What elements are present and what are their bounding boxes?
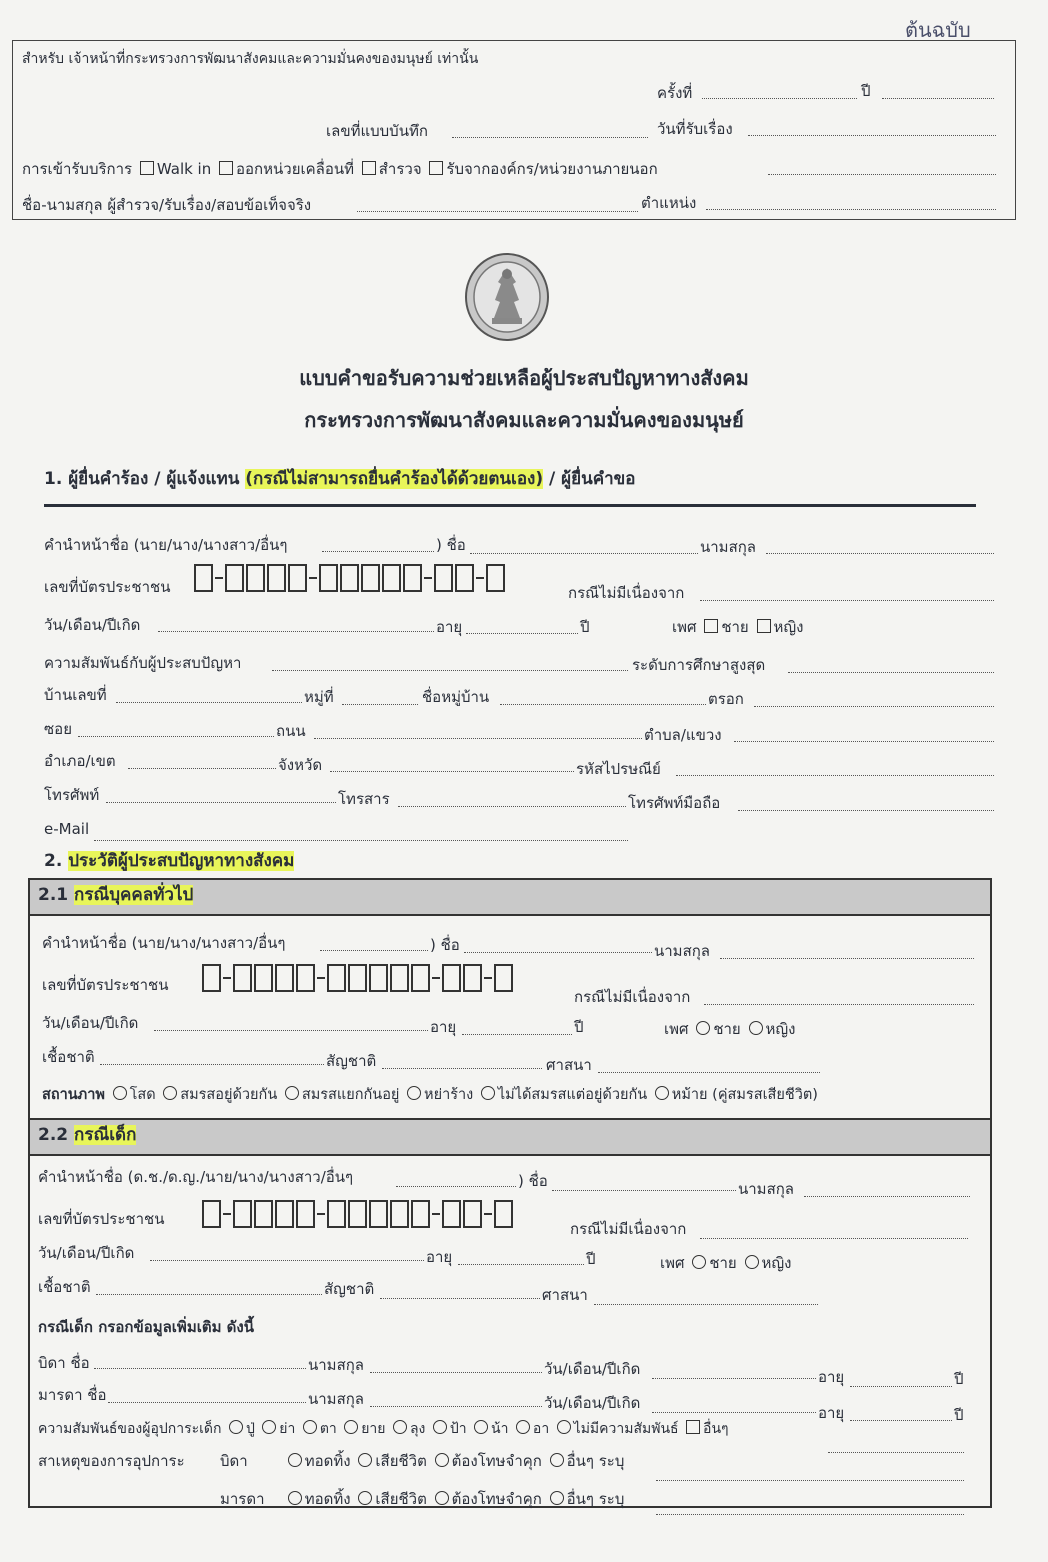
cause-mother-radio[interactable] xyxy=(550,1491,564,1505)
s1-female-label: หญิง xyxy=(773,618,804,636)
s22-religion-label: ศาสนา xyxy=(542,1286,588,1304)
cause-father-radio[interactable] xyxy=(358,1453,372,1467)
s1-prefix-field[interactable] xyxy=(322,551,434,552)
guardian-option-label: ย่า xyxy=(279,1421,296,1437)
s22-id-label: เลขที่บัตรประชาชน xyxy=(38,1210,165,1228)
father-age-field[interactable] xyxy=(850,1386,952,1387)
s1-id-label: เลขที่บัตรประชาชน xyxy=(44,578,171,596)
date-received-label: วันที่รับเรื่อง xyxy=(657,120,733,138)
s1-road-label: ถนน xyxy=(276,722,306,740)
guardian-radio[interactable] xyxy=(229,1420,243,1434)
s1-sex-male-checkbox[interactable] xyxy=(704,619,718,633)
s22-sex-female-radio[interactable] xyxy=(745,1255,759,1269)
s1-moo-field[interactable] xyxy=(342,704,418,705)
s1-soi-field[interactable] xyxy=(78,736,274,737)
form-title: แบบคำขอรับความช่วยเหลือผู้ประสบปัญหาทางสังคม xyxy=(299,366,749,390)
s1-mobile-field[interactable] xyxy=(738,810,994,811)
s21-sex-female-radio[interactable] xyxy=(749,1021,763,1035)
time-label: ครั้งที่ xyxy=(657,84,693,102)
officer-name-field[interactable] xyxy=(357,211,638,212)
s1-road-field[interactable] xyxy=(314,738,642,739)
status-option-label: หย่าร้าง xyxy=(424,1087,474,1103)
s1-postcode-field[interactable] xyxy=(676,775,994,776)
s1-name-field[interactable] xyxy=(470,553,698,554)
s22-name-field[interactable] xyxy=(552,1190,736,1191)
s21-age-label: อายุ xyxy=(430,1018,457,1036)
cause-mother-radio[interactable] xyxy=(288,1491,302,1505)
year-label: ปี xyxy=(861,82,871,100)
record-no-label: เลขที่แบบบันทึก xyxy=(326,122,428,140)
s1-district-label: อำเภอ/เขต xyxy=(44,752,116,770)
s1-name-label: ) ชื่อ xyxy=(436,536,466,554)
s1-surname-field[interactable] xyxy=(766,553,994,554)
s1-trok-label: ตรอก xyxy=(708,690,744,708)
section1-rule xyxy=(44,504,976,507)
s1-province-field[interactable] xyxy=(330,771,574,772)
father-surname-field[interactable] xyxy=(370,1372,542,1373)
s22-nationality-field[interactable] xyxy=(380,1298,540,1299)
mother-year-unit: ปี xyxy=(954,1406,964,1424)
s21-religion-field[interactable] xyxy=(598,1072,820,1073)
cause-option-label: ทอดทิ้ง xyxy=(304,1452,351,1470)
father-dob-field[interactable] xyxy=(652,1378,816,1379)
service-option-label: ออกหน่วยเคลื่อนที่ xyxy=(236,160,354,178)
mother-age-label: อายุ xyxy=(818,1404,845,1422)
mother-dob-label: วัน/เดือน/ปีเกิด xyxy=(544,1394,641,1412)
s1-village-label: ชื่อหมู่บ้าน xyxy=(422,688,490,706)
s21-nationality-field[interactable] xyxy=(382,1068,542,1069)
s1-male-label: ชาย xyxy=(721,618,749,636)
guardian-radio[interactable] xyxy=(393,1420,407,1434)
s22-name-label: ) ชื่อ xyxy=(518,1172,548,1190)
s22-religion-field[interactable] xyxy=(594,1304,818,1305)
guardian-option-label: ปู่ xyxy=(245,1421,255,1437)
status-cohabiting-radio[interactable] xyxy=(481,1086,495,1100)
s22-id-note-label: กรณีไม่มีเนื่องจาก xyxy=(570,1220,687,1238)
status-widowed-radio[interactable] xyxy=(655,1086,669,1100)
s22-male-label: ชาย xyxy=(709,1254,737,1272)
s22-race-label: เชื้อชาติ xyxy=(38,1278,91,1296)
s1-dob-field[interactable] xyxy=(158,631,434,632)
s21-religion-label: ศาสนา xyxy=(546,1056,592,1074)
s21-dob-label: วัน/เดือน/ปีเกิด xyxy=(42,1014,139,1032)
guardian-other-field[interactable] xyxy=(828,1452,964,1453)
s21-race-label: เชื้อชาติ xyxy=(42,1048,95,1066)
cause-option-label: อื่นๆ ระบุ xyxy=(566,1452,625,1470)
s1-village-field[interactable] xyxy=(500,704,706,705)
cause-label: สาเหตุของการอุปการะ xyxy=(38,1452,185,1470)
guardian-option-label: ไม่มีความสัมพันธ์ xyxy=(573,1421,679,1437)
s22-surname-label: นามสกุล xyxy=(738,1180,794,1198)
s1-relation-label: ความสัมพันธ์กับผู้ประสบปัญหา xyxy=(44,654,242,672)
mother-surname-label: นามสกุล xyxy=(308,1390,364,1408)
guardian-label: ความสัมพันธ์ของผู้อุปการะเด็ก xyxy=(38,1421,222,1437)
section22-header xyxy=(30,1120,990,1154)
service-option-label: สำรวจ xyxy=(378,160,422,178)
s22-age-label: อายุ xyxy=(426,1248,453,1266)
father-age-label: อายุ xyxy=(818,1368,845,1386)
s21-prefix-label: คำนำหน้าชื่อ (นาย/นาง/นางสาว/อื่นๆ xyxy=(42,934,286,952)
service-external-field[interactable] xyxy=(768,174,996,175)
s1-fax-field[interactable] xyxy=(398,806,626,807)
cause-mother-row xyxy=(220,1490,624,1508)
s21-sex-label: เพศ xyxy=(664,1020,689,1038)
section1-title-text-end: / ผู้ยื่นคำขอ xyxy=(543,469,636,489)
mother-name-label: มารดา ชื่อ xyxy=(38,1386,107,1404)
father-dob-label: วัน/เดือน/ปีเกิด xyxy=(544,1360,641,1378)
s22-race-field[interactable] xyxy=(96,1294,322,1295)
s22-sex-label: เพศ xyxy=(660,1254,685,1272)
s21-id-boxes[interactable] xyxy=(202,962,515,994)
s1-subdistrict-field[interactable] xyxy=(734,741,994,742)
cause-mother-other-field[interactable] xyxy=(656,1514,964,1515)
father-surname-label: นามสกุล xyxy=(308,1356,364,1374)
mother-surname-field[interactable] xyxy=(370,1406,542,1407)
s1-postcode-label: รหัสไปรษณีย์ xyxy=(576,760,661,778)
s1-trok-field[interactable] xyxy=(754,706,994,707)
s21-prefix-field[interactable] xyxy=(320,950,428,951)
guardian-other-checkbox[interactable] xyxy=(686,1420,700,1434)
s22-prefix-label: คำนำหน้าชื่อ (ด.ช./ด.ญ./นาย/นาง/นางสาว/อื่นๆ xyxy=(38,1168,354,1186)
service-checkbox-mobile[interactable] xyxy=(219,161,233,175)
guardian-radio[interactable] xyxy=(262,1420,276,1434)
s1-email-field[interactable] xyxy=(94,840,628,841)
s21-sex-row xyxy=(664,1020,796,1038)
cause-mother-label: มารดา xyxy=(220,1490,265,1508)
cause-option-label: อื่นๆ ระบุ xyxy=(566,1490,625,1508)
status-divorced-radio[interactable] xyxy=(407,1086,421,1100)
status-single-radio[interactable] xyxy=(113,1086,127,1100)
s22-prefix-field[interactable] xyxy=(396,1186,516,1187)
section2-title-highlight: ประวัติผู้ประสบปัญหาทางสังคม xyxy=(68,851,295,871)
service-option-label: รับจากองค์กร/หน่วยงานภายนอก xyxy=(446,160,658,178)
s1-surname-label: นามสกุล xyxy=(700,538,756,556)
s22-id-boxes[interactable] xyxy=(202,1198,515,1230)
s1-id-boxes[interactable] xyxy=(194,562,507,594)
mother-name-field[interactable] xyxy=(108,1402,306,1403)
s21-dob-field[interactable] xyxy=(154,1030,428,1031)
mother-dob-field[interactable] xyxy=(652,1412,816,1413)
father-name-field[interactable] xyxy=(94,1368,306,1369)
cause-option-label: ต้องโทษจำคุก xyxy=(451,1452,542,1470)
s21-sex-male-radio[interactable] xyxy=(696,1021,710,1035)
service-option-label: Walk in xyxy=(156,160,212,178)
s22-surname-field[interactable] xyxy=(804,1196,970,1197)
section22-rule xyxy=(30,1154,990,1156)
s1-subdistrict-label: ตำบล/แขวง xyxy=(644,726,722,744)
s21-name-field[interactable] xyxy=(464,952,652,953)
s21-male-label: ชาย xyxy=(713,1020,741,1038)
guardian-radio[interactable] xyxy=(344,1420,358,1434)
s21-surname-label: นามสกุล xyxy=(654,942,710,960)
guardian-radio[interactable] xyxy=(474,1420,488,1434)
year-field[interactable] xyxy=(882,98,994,99)
s21-race-field[interactable] xyxy=(100,1064,324,1065)
status-married-together-radio[interactable] xyxy=(163,1086,177,1100)
service-checkbox-external[interactable] xyxy=(429,161,443,175)
s1-mobile-label: โทรศัพท์มือถือ xyxy=(628,794,721,812)
s1-id-note-label: กรณีไม่มีเนื่องจาก xyxy=(568,584,685,602)
s21-status-row xyxy=(42,1086,818,1104)
s1-relation-field[interactable] xyxy=(272,670,628,671)
service-checkbox-walkin[interactable] xyxy=(140,161,154,175)
s1-education-field[interactable] xyxy=(788,672,994,673)
child-extra-heading: กรณีเด็ก กรอกข้อมูลเพิ่มเติม ดังนี้ xyxy=(38,1318,254,1336)
section21-title: กรณีบุคคลทั่วไป xyxy=(74,885,194,905)
guardian-option-label: น้า xyxy=(491,1421,509,1437)
date-received-field[interactable] xyxy=(748,135,996,136)
guardian-other-label: อื่นๆ xyxy=(703,1421,729,1437)
s1-year-unit: ปี xyxy=(580,618,590,636)
mother-age-field[interactable] xyxy=(850,1420,952,1421)
section21-header xyxy=(30,880,990,914)
status-married-separated-radio[interactable] xyxy=(285,1086,299,1100)
time-field[interactable] xyxy=(702,98,857,99)
handwritten-original-mark: ต้นฉบับ xyxy=(905,18,971,42)
status-option-label: สมรสอยู่ด้วยกัน xyxy=(180,1087,278,1103)
cause-mother-radio[interactable] xyxy=(358,1491,372,1505)
s21-age-field[interactable] xyxy=(462,1034,572,1035)
s21-id-note-label: กรณีไม่มีเนื่องจาก xyxy=(574,988,691,1006)
s21-surname-field[interactable] xyxy=(720,958,974,959)
s1-sex-label: เพศ xyxy=(672,618,697,636)
s21-status-label: สถานภาพ xyxy=(42,1087,105,1103)
s21-nationality-label: สัญชาติ xyxy=(326,1052,377,1070)
section21-rule xyxy=(30,914,990,916)
s22-dob-field[interactable] xyxy=(150,1260,424,1261)
section1-title-highlight: (กรณีไม่สามารถยื่นคำร้องได้ด้วยตนเอง) xyxy=(245,469,544,489)
section2-title xyxy=(44,852,294,870)
s1-house-field[interactable] xyxy=(116,702,302,703)
section1-title-text: 1. ผู้ยื่นคำร้อง / ผู้แจ้งแทน xyxy=(44,469,246,489)
s22-female-label: หญิง xyxy=(761,1254,792,1272)
father-name-label: บิดา ชื่อ xyxy=(38,1354,90,1372)
s22-nationality-label: สัญชาติ xyxy=(324,1280,375,1298)
cause-father-row xyxy=(220,1452,624,1470)
s1-email-label: e-Mail xyxy=(44,820,90,838)
s21-year-unit: ปี xyxy=(574,1018,584,1036)
officer-name-label: ชื่อ-นามสกุล ผู้สำรวจ/รับเรื่อง/สอบข้อเท็จจริง xyxy=(22,196,312,214)
service-row xyxy=(22,160,658,178)
guardian-option-label: ตา xyxy=(319,1421,337,1437)
s1-age-field[interactable] xyxy=(466,633,578,634)
s22-sex-male-radio[interactable] xyxy=(692,1255,706,1269)
section1-title xyxy=(44,470,635,488)
status-option-label: ไม่ได้สมรสแต่อยู่ด้วยกัน xyxy=(497,1087,648,1103)
section22-number: 2.2 xyxy=(38,1125,75,1145)
cause-father-radio[interactable] xyxy=(435,1453,449,1467)
cause-option-label: เสียชีวิต xyxy=(375,1490,427,1508)
guardian-option-label: ลุง xyxy=(409,1421,426,1437)
s22-sex-row xyxy=(660,1254,792,1272)
ministry-title: กระทรวงการพัฒนาสังคมและความมั่นคงของมนุษย์ xyxy=(304,408,744,432)
s1-phone-label: โทรศัพท์ xyxy=(44,786,100,804)
cause-father-label: บิดา xyxy=(220,1452,248,1470)
section22-title: กรณีเด็ก xyxy=(74,1125,137,1145)
status-option-label: สมรสแยกกันอยู่ xyxy=(301,1087,400,1103)
cause-father-radio[interactable] xyxy=(288,1453,302,1467)
cause-father-radio[interactable] xyxy=(550,1453,564,1467)
guardian-radio[interactable] xyxy=(557,1420,571,1434)
cause-option-label: ทอดทิ้ง xyxy=(304,1490,351,1508)
cause-father-other-field[interactable] xyxy=(656,1480,964,1481)
s1-soi-label: ซอย xyxy=(44,720,72,738)
section21-number: 2.1 xyxy=(38,885,75,905)
s1-sex-female-checkbox[interactable] xyxy=(757,619,771,633)
s1-phone-field[interactable] xyxy=(106,802,336,803)
position-field[interactable] xyxy=(706,209,996,210)
s1-age-label: อายุ xyxy=(436,618,463,636)
s1-province-label: จังหวัด xyxy=(278,756,323,774)
guardian-option-label: อา xyxy=(532,1421,550,1437)
guardian-radio[interactable] xyxy=(516,1420,530,1434)
cause-option-label: ต้องโทษจำคุก xyxy=(451,1490,542,1508)
guardian-option-label: ป้า xyxy=(449,1421,467,1437)
cause-mother-radio[interactable] xyxy=(435,1491,449,1505)
guardian-radio[interactable] xyxy=(433,1420,447,1434)
guardian-row xyxy=(38,1420,729,1438)
service-checkbox-survey[interactable] xyxy=(362,161,376,175)
s1-prefix-label: คำนำหน้าชื่อ (นาย/นาง/นางสาว/อื่นๆ xyxy=(44,536,288,554)
s22-id-note-field[interactable] xyxy=(700,1238,968,1239)
officer-heading: สำหรับ เจ้าหน้าที่กระทรวงการพัฒนาสังคมและความมั่นคงของมนุษย์ เท่านั้น xyxy=(22,51,479,67)
s1-fax-label: โทรสาร xyxy=(338,790,390,808)
status-option-label: โสด xyxy=(129,1087,156,1103)
status-option-label: หม้าย (คู่สมรสเสียชีวิต) xyxy=(671,1087,818,1103)
s22-dob-label: วัน/เดือน/ปีเกิด xyxy=(38,1244,135,1262)
s22-age-field[interactable] xyxy=(458,1264,584,1265)
cause-option-label: เสียชีวิต xyxy=(375,1452,427,1470)
s21-id-label: เลขที่บัตรประชาชน xyxy=(42,976,169,994)
guardian-radio[interactable] xyxy=(303,1420,317,1434)
s22-year-unit: ปี xyxy=(586,1250,596,1268)
s1-dob-label: วัน/เดือน/ปีเกิด xyxy=(44,616,141,634)
ministry-emblem-seal xyxy=(464,252,550,342)
service-label: การเข้ารับบริการ xyxy=(22,160,133,178)
section2-number: 2. xyxy=(44,851,69,871)
guardian-option-label: ยาย xyxy=(361,1421,386,1437)
father-year-unit: ปี xyxy=(954,1370,964,1388)
s1-district-field[interactable] xyxy=(128,768,276,769)
s1-id-note-field[interactable] xyxy=(700,600,994,601)
s21-female-label: หญิง xyxy=(765,1020,796,1038)
s21-id-note-field[interactable] xyxy=(704,1004,974,1005)
position-label: ตำแหน่ง xyxy=(641,194,697,212)
s1-sex-row xyxy=(672,618,804,636)
s21-name-label: ) ชื่อ xyxy=(430,936,460,954)
record-no-field[interactable] xyxy=(452,137,648,138)
s1-house-label: บ้านเลขที่ xyxy=(44,686,107,704)
s1-moo-label: หมู่ที่ xyxy=(304,688,334,706)
s1-education-label: ระดับการศึกษาสูงสุด xyxy=(632,656,766,674)
